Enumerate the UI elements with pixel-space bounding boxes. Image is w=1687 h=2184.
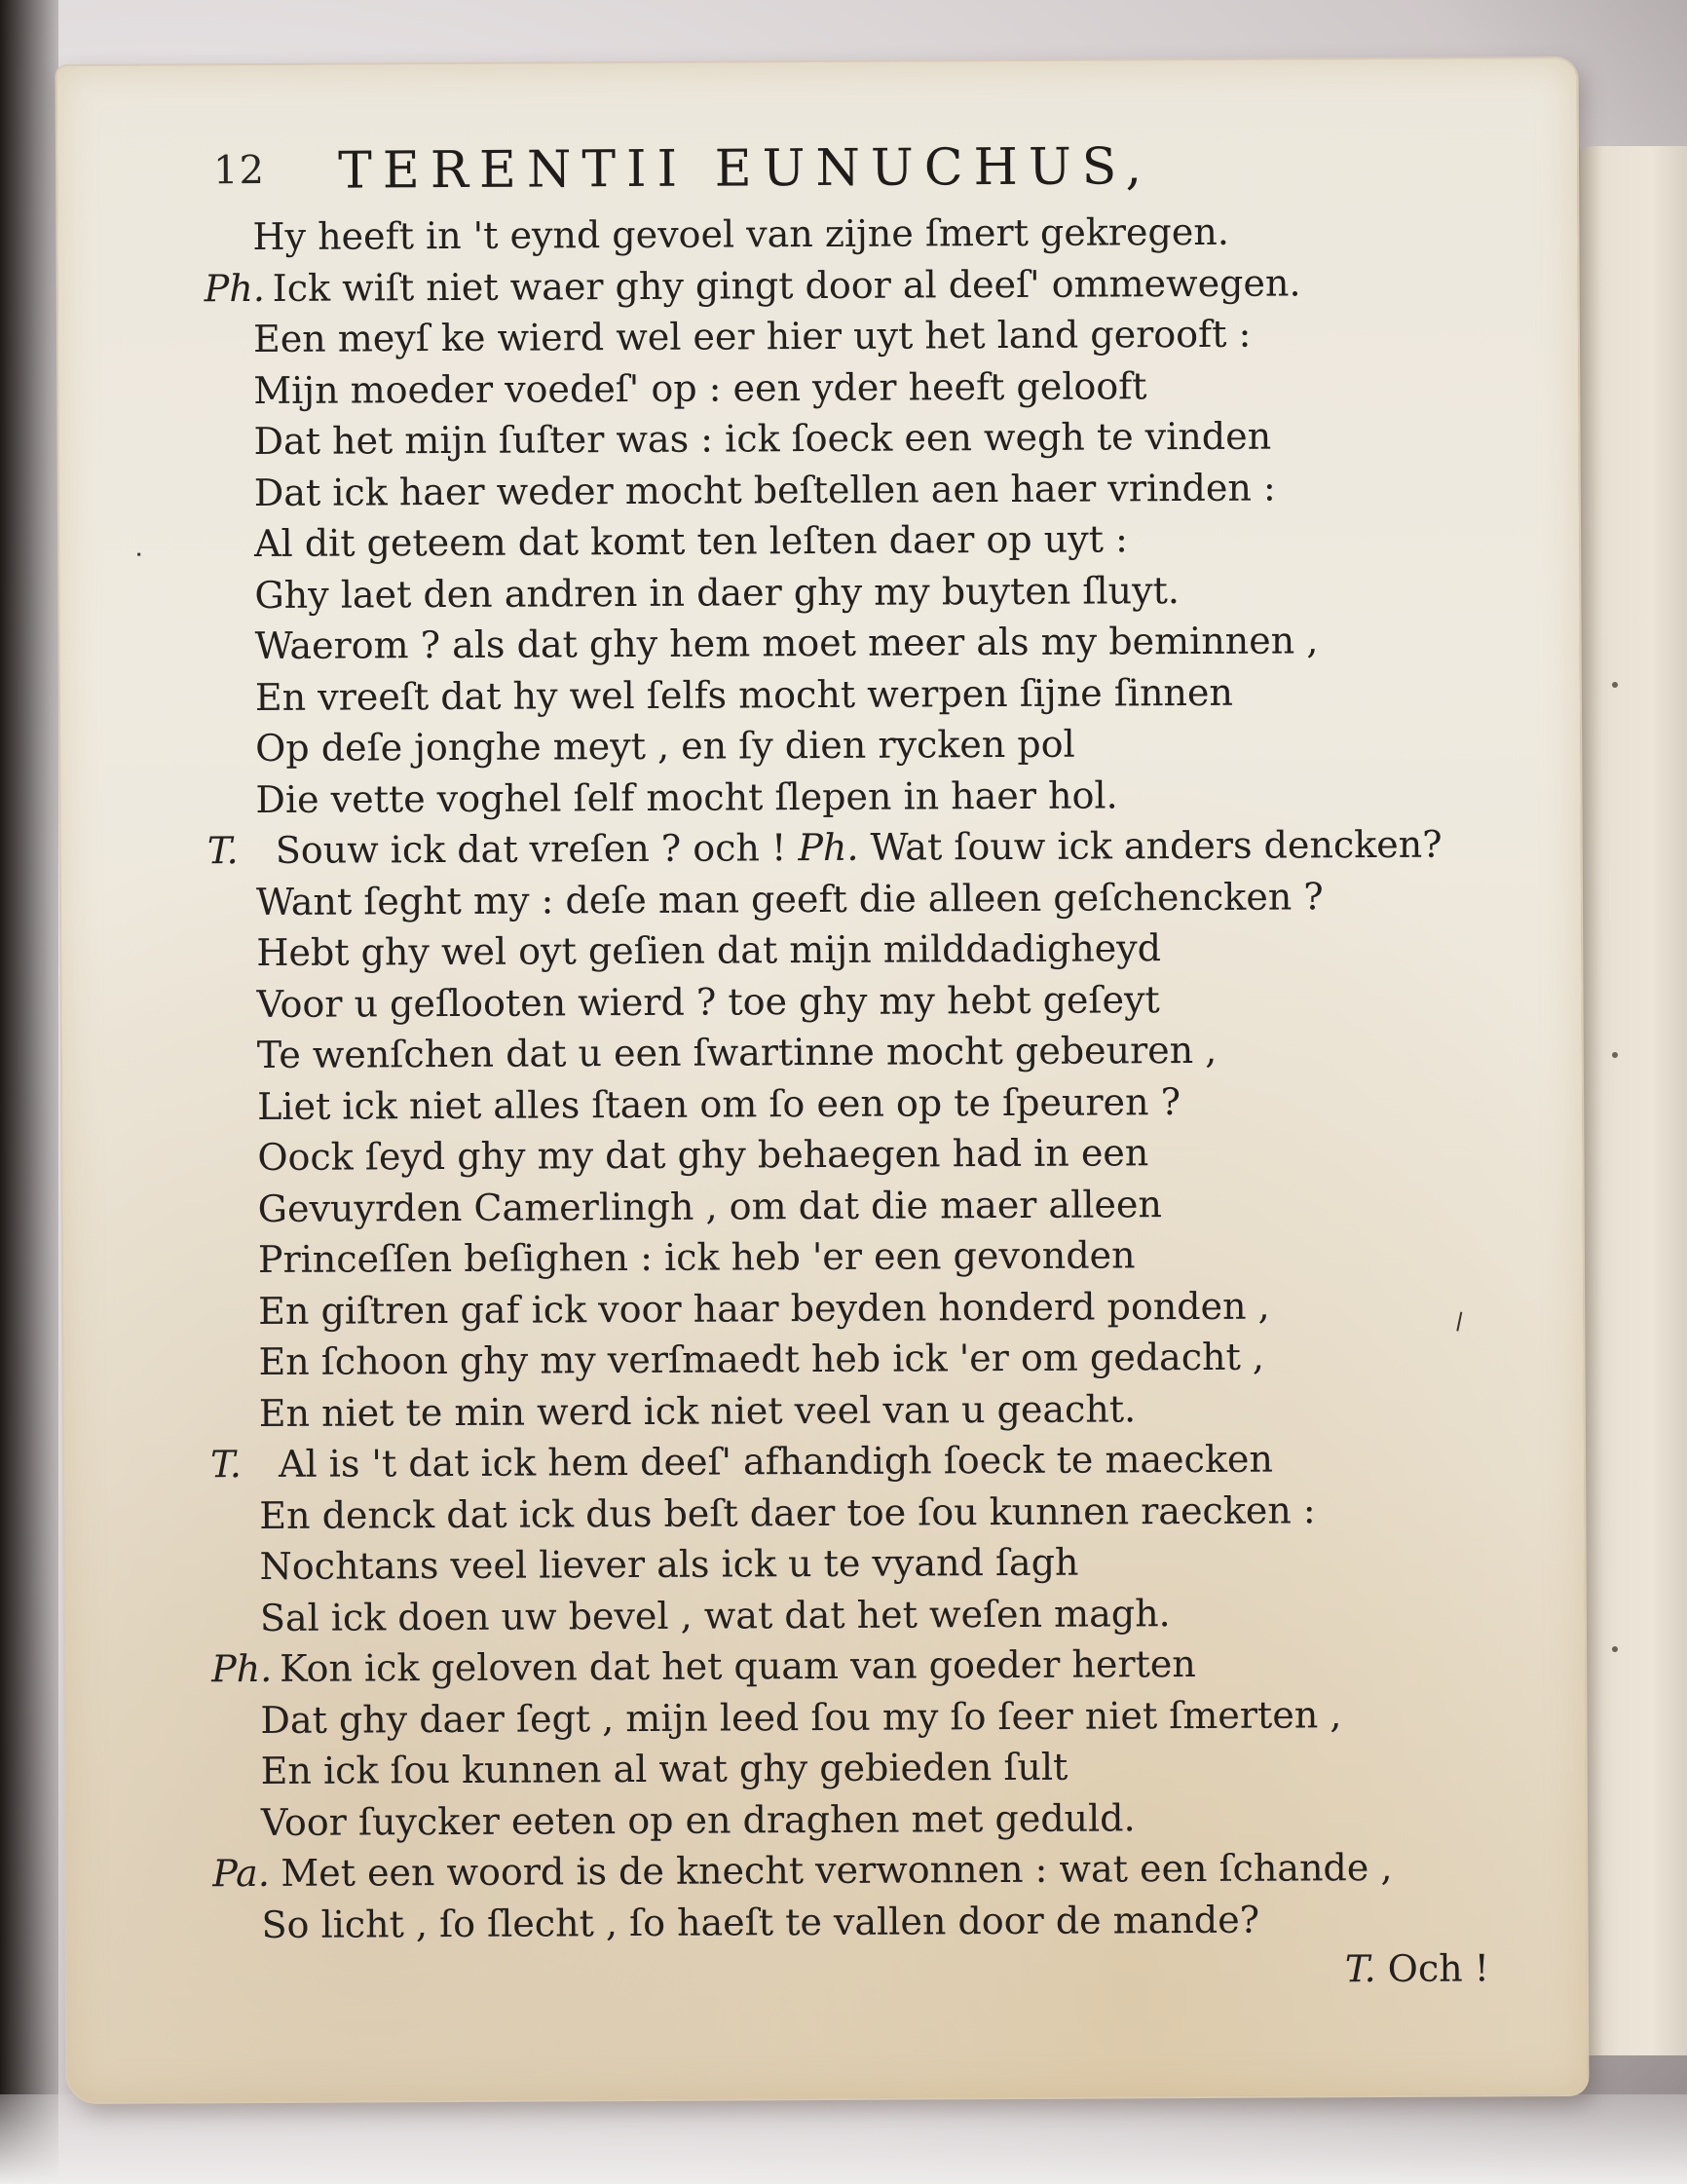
verse-text-line: [257, 1025, 1218, 1080]
verse-segment: En vreeſt dat hy wel ſelfs mocht werpen ſijne ſinnen: [254, 670, 1234, 719]
speaker-label: Ph.: [211, 1646, 273, 1691]
verse-line: [206, 767, 1570, 825]
verse-line: [212, 1739, 1576, 1797]
verse-text-line: [256, 923, 1161, 978]
verse-text-line: [253, 360, 1146, 416]
verse-text-line: [259, 1485, 1316, 1541]
verse-text-line: [273, 257, 1301, 314]
verse-text-line: [280, 1638, 1196, 1694]
verse-line: [206, 460, 1569, 518]
inline-speaker-label: Ph.: [798, 825, 859, 870]
speaker-label: Pa.: [212, 1851, 270, 1896]
catchword-speaker: T.: [1344, 1947, 1376, 1991]
verse-text-line: [255, 770, 1117, 825]
verse-line: [208, 1073, 1572, 1132]
verse-line: [207, 869, 1571, 927]
verse-segment: Al is 't dat ick hem deeſ' afhandigh ſoeck te maecken: [278, 1437, 1273, 1486]
verse-segment: Gevuyrden Camerlingh , om dat die maer alleen: [257, 1182, 1163, 1230]
verse-text-line: [258, 1332, 1264, 1387]
verse-text-line: [255, 666, 1233, 722]
verse-text-line: [253, 309, 1252, 364]
verse-segment: Sal ick doen uw bevel , wat dat het weſen magh.: [259, 1591, 1171, 1639]
verse-segment: Dat ghy daer ſegt , mijn leed ſou my ſo ſeer niet ſmerten ,: [260, 1692, 1342, 1742]
verse-line: [204, 205, 1567, 263]
verse-text-line: [260, 1588, 1171, 1643]
verse-text-line: [259, 1537, 1078, 1592]
speaker-label: T.: [209, 1443, 243, 1487]
verse-line: [207, 971, 1571, 1030]
verse-segment: Ick wiſt niet waer ghy gingt door al deeſ' ommewegen.: [272, 260, 1301, 310]
verse-segment: Want ſeght my : deſe man geeft die alleen geſchencken ?: [255, 874, 1324, 923]
verse-text-line: [255, 615, 1319, 671]
verse-text-line: [279, 1434, 1273, 1489]
verse-text-line: [258, 1280, 1270, 1336]
verse-text-line: [256, 871, 1324, 927]
catchword: [1345, 1946, 1489, 1990]
verse-text-line: [252, 207, 1229, 262]
verse-segment: Dat ick haer weder mocht beſtellen aen haer vrinden :: [253, 466, 1276, 514]
verse-line: [211, 1585, 1575, 1643]
verse-text-line: [257, 1076, 1181, 1132]
verse-line: [208, 1023, 1572, 1081]
verse-line: [205, 307, 1568, 365]
verse-segment: Liet ick niet alles ſtaen om ſo een op te ſpeuren ?: [257, 1079, 1181, 1128]
verse-segment: Souw ick dat vreſen ? och !: [275, 826, 787, 872]
verse-segment: Kon ick geloven dat het quam van goeder herten: [280, 1641, 1196, 1690]
speaker-label: T.: [206, 829, 239, 873]
verse-line: [205, 409, 1568, 468]
verse-text-line: [281, 1842, 1392, 1899]
ink-speck: [137, 553, 140, 556]
verse-segment: Nochtans veel liever als ick u te vyand ſagh: [259, 1540, 1079, 1589]
verse-line: [205, 358, 1568, 416]
background-shadow: [0, 0, 58, 2184]
verse-line: [210, 1432, 1574, 1490]
verse-text-line: [256, 974, 1159, 1030]
verse-segment: Princeſſen beſighen : ick heb 'er een gevonden: [257, 1233, 1136, 1282]
verse-segment: Dat het mijn ſuſter was : ick ſoeck een wegh te vinden: [253, 414, 1272, 464]
verse-segment: So licht , ſo ſlecht , ſo haeſt te vallen door de mande?: [261, 1898, 1260, 1946]
running-title: TERENTII EUNUCHUS,: [337, 137, 1153, 201]
verse-line: [210, 1483, 1574, 1541]
binding-stitches: [1612, 682, 1618, 1656]
verse-line: [210, 1380, 1574, 1439]
verse-text-line: [261, 1792, 1136, 1848]
verse-text-line: [253, 411, 1271, 467]
verse-text-line: [261, 1742, 1068, 1796]
verse-line: [212, 1892, 1576, 1950]
verse-segment: En niet te min werd ick niet veel van u geacht.: [258, 1386, 1137, 1435]
verse-line: [206, 716, 1570, 774]
verse-segment: Ghy laet den andren in daer ghy my buyten ſluyt.: [254, 568, 1180, 617]
verse-segment: En ick ſou kunnen al wat ghy gebieden ſult: [260, 1745, 1068, 1793]
verse-segment: Voor u geſlooten wierd ? toe ghy my hebt geſeyt: [256, 977, 1160, 1026]
verse-segment: Te wenſchen dat u een ſwartinne mocht gebeuren ,: [256, 1028, 1218, 1077]
book-page: [57, 58, 1588, 2102]
verse-text-line: [259, 1383, 1137, 1439]
page-number: 12: [212, 147, 266, 194]
verse-line: [207, 921, 1571, 979]
verse-text-line: [254, 565, 1180, 621]
verse-segment: Hy heeft in 't eynd gevoel van zijne ſmert gekregen.: [252, 209, 1229, 259]
verse-segment: Die vette voghel ſelf mocht ſlepen in haer hol.: [255, 772, 1118, 821]
background-cloth-bottom: [0, 2094, 1687, 2184]
verse-segment: Wat ſouw ick anders dencken?: [870, 822, 1443, 869]
verse-line: [206, 511, 1569, 570]
verse-line: [209, 1227, 1573, 1286]
verse-text-line: [254, 462, 1276, 517]
verse-segment: Voor ſuycker eeten op en draghen met geduld.: [260, 1795, 1136, 1844]
speaker-label: Ph.: [204, 266, 265, 310]
verse-segment: En denck dat ick dus beſt daer toe ſou kunnen raecken :: [259, 1487, 1316, 1537]
verse-line: [209, 1176, 1573, 1234]
verse-segment: Een meyſ ke wierd wel eer hier uyt het land gerooft :: [252, 312, 1252, 361]
verse-line: [210, 1534, 1574, 1593]
verse-segment: Waerom ? als dat ghy hem moet meer als my beminnen ,: [254, 619, 1319, 668]
verse-line: [209, 1278, 1573, 1337]
catchword-text: Och !: [1387, 1946, 1490, 1990]
verse-text-line: [258, 1229, 1136, 1285]
verse-segment: Al dit geteem dat komt ten leſten daer op uyt :: [253, 517, 1128, 566]
verse-segment: Oock ſeyd ghy my dat ghy behaegen had in een: [257, 1131, 1149, 1180]
verse-line: [205, 255, 1568, 314]
verse-segment: En giſtren gaf ick voor haar beyden honderd ponden ,: [258, 1284, 1270, 1333]
verse-text-line: [258, 1179, 1162, 1234]
verse-line: [208, 1125, 1572, 1184]
verse-text-line: [261, 1894, 1259, 1949]
verse-line: [206, 614, 1570, 672]
verse-line: [211, 1687, 1575, 1746]
verse-text-line: [257, 1127, 1148, 1183]
verse-line: [209, 1330, 1573, 1388]
verse-line: [207, 818, 1571, 877]
verse-segment: Mijn moeder voedeſ' op : een yder heeft gelooft: [253, 363, 1147, 412]
verse-segment: Hebt ghy wel oyt geſien dat mijn milddadigheyd: [256, 926, 1162, 975]
verse-text-line: [260, 1689, 1341, 1746]
verse-line: [211, 1637, 1575, 1695]
verse-segment: Met een woord is de knecht verwonnen : wat een ſchande ,: [281, 1845, 1393, 1895]
verse-text: [204, 205, 1576, 1950]
verse-segment: En ſchoon ghy my verſmaedt heb ick 'er om gedacht ,: [258, 1335, 1265, 1384]
verse-line: [206, 562, 1569, 621]
verse-text-line: [254, 513, 1128, 569]
verse-segment: Op deſe jonghe meyt , en ſy dien rycken pol: [255, 722, 1075, 771]
verse-text-line: [255, 719, 1075, 773]
verse-line: [212, 1841, 1576, 1900]
verse-line: [206, 664, 1570, 723]
verse-text-line: [276, 819, 1443, 876]
verse-line: [212, 1789, 1576, 1848]
